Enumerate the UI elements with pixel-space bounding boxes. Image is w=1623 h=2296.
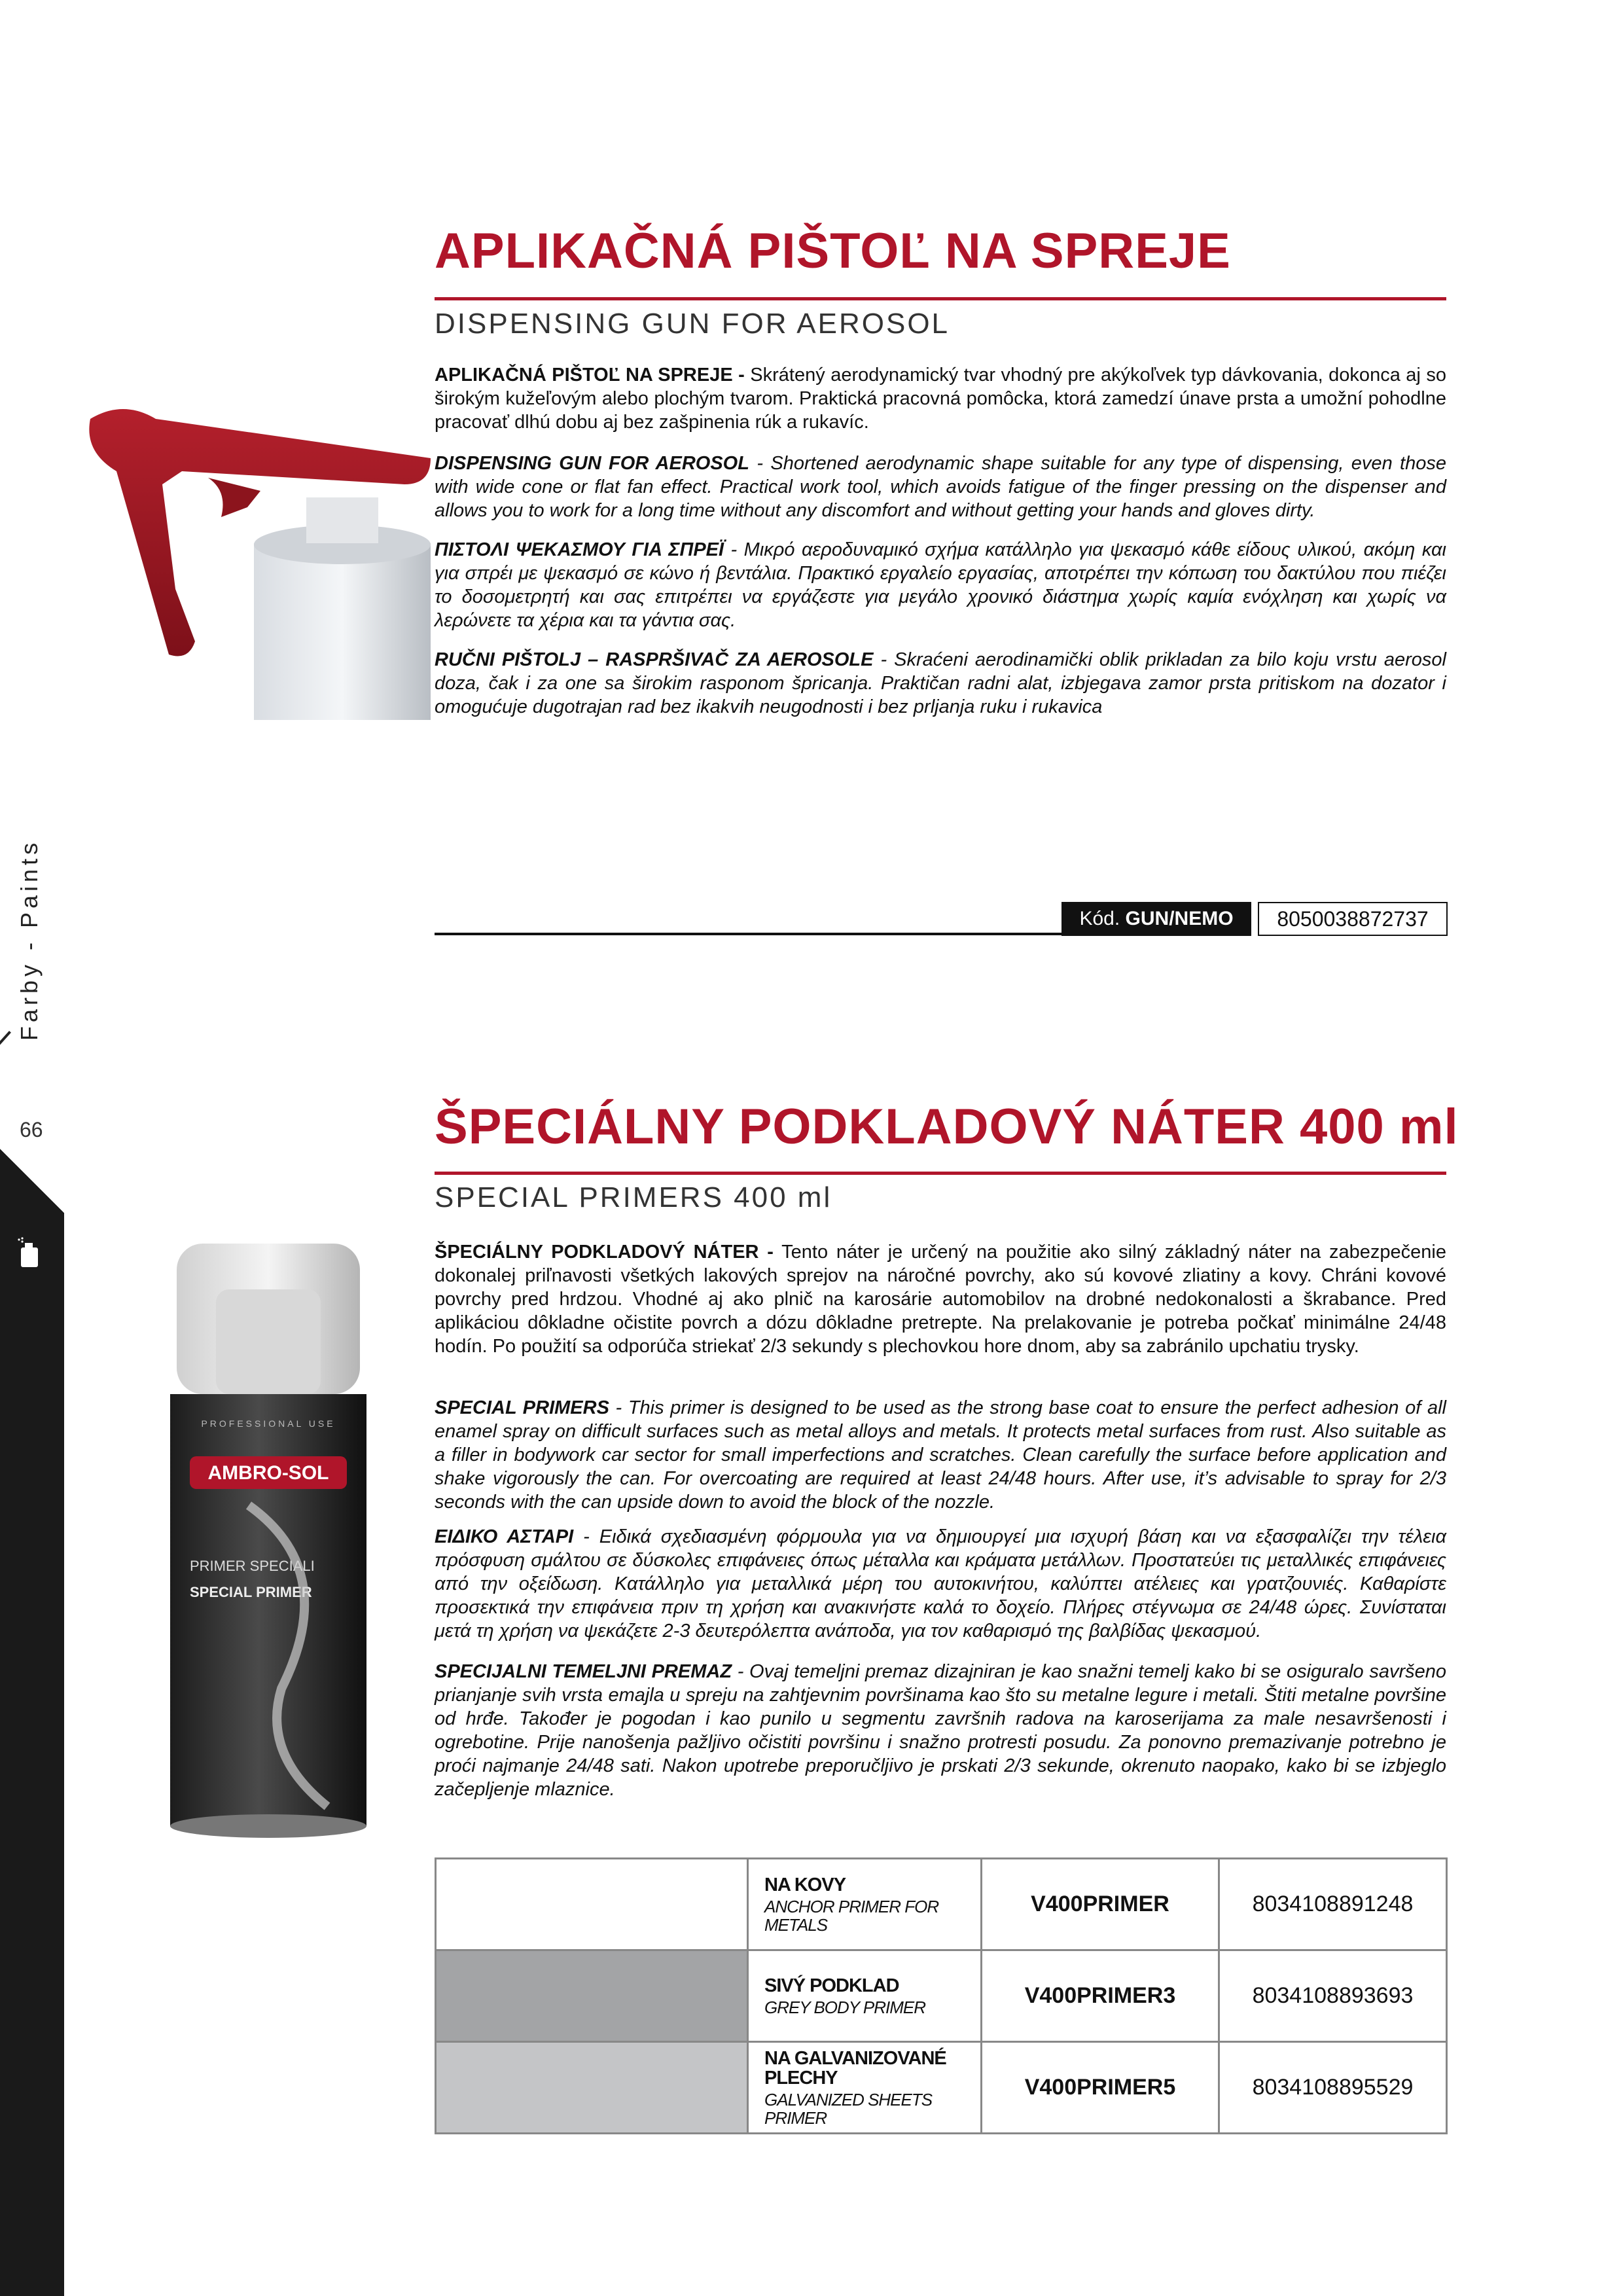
variant-name-en: GREY BODY PRIMER xyxy=(764,1997,925,2017)
product-2-desc-gr: ΕΙΔΙΚΟ ΑΣΤΑΡΙ - Ειδικά σχεδιασμένη φόρμουλα για να δημιουργεί μια ισχυρή βάση και να εξασφαλίζει την τέλεια πρόσφυση σμάλτου σε δύσκολες επιφάνειες όπως μέταλλα και κράματα μετάλλων. Προστατεύει τις μεταλλικές επιφάνειες από την οξείδωση. Κατάλληλο για μεταλλικά μέρη του αυτοκινήτου, καλύπτει ατέλειες και γρατζουνιές. Καθαρίστε προσεκτικά την επιφάνεια πριν τη χρήση και ανακινήστε καλά το δοχείο. Πλήρες στέγνωμα σε 24/48 ώρες. Συνίσταται μετά τη χρήση να ψεκάζετε 2-3 δευτερόλεπτα ανάποδα, για τον καθαρισμό της βαλβίδας ψεκασμού. xyxy=(435,1526,1446,1641)
can-line2-text: SPECIAL PRIMER xyxy=(190,1584,312,1600)
table-row xyxy=(436,1859,1447,1950)
sidebar-section-label: Farby - Paints xyxy=(16,838,43,1041)
can-tag-text: PROFESSIONAL USE xyxy=(201,1418,336,1429)
spray-can-icon xyxy=(17,1237,43,1268)
product-2-desc-sk: ŠPECIÁLNY PODKLADOVÝ NÁTER - Tento náter je určený na použitie ako silný základný náter na zabezpečenie dokonalej priľnavosti všetkých lakových sprejov na náročné povrchy, ako sú kovové zliatiny a kovy. Chráni kovové povrchy pred hrdzou. Vhodné aj ako plnič na karosárie automobilov na drobné nedokonalosti a škrabance. Pred aplikáciou dôkladne očistite povrch a dózu dôkladne pretrepte. Na prelakovanie je potreba počkať minimálne 24/48 hodín. Po použití sa odporúča striekať 2/3 sekundy s plechovkou hore dnom, aby sa zabránilo upchatiu trysky. xyxy=(435,1242,1446,1357)
product-2-desc-en: SPECIAL PRIMERS - This primer is designed to be used as the strong base coat to ensure the perfect adhesion of all enamel spray on difficult surfaces such as metal alloys and metals. It protects metal surfaces from rust. Also suitable as a filler in bodywork car sector for small imperfections and scratches. Clean carefully the surface before application and shake vigorously the can. For overcoating are required at least 24/48 hours. After use, it’s advisable to spray for 2/3 seconds with the can upside down to avoid the block of the nozzle. xyxy=(435,1397,1446,1513)
variants-table xyxy=(435,1857,1448,2134)
product-1-desc-hr: RUČNI PIŠTOLJ – RASPRŠIVAČ ZA AEROSOLE - Skraćeni aerodinamički oblik prikladan za bilo koju vrstu aerosol doza, čak i za one sa širokim rasponom špricanja. Praktičan radni alat, izbjegava zamor prsta pritiskom na dozator i omogućuje dugotrajan rad bez ikakvih neugodnosti i bez prljanja ruku i rukavica xyxy=(435,649,1446,717)
product-1-subtitle: DISPENSING GUN FOR AEROSOL xyxy=(435,308,950,340)
table-row xyxy=(436,2042,1447,2134)
sidebar-notch xyxy=(0,1149,64,1213)
variant-name: SIVÝ PODKLAD xyxy=(764,1975,899,1996)
variant-name: NA KOVY xyxy=(764,1874,846,1895)
dispensing-gun-image xyxy=(64,393,431,720)
color-swatch xyxy=(436,2042,748,2134)
product-1-desc-gr: ΠΙΣΤΟΛΙ ΨΕΚΑΣΜΟΥ ΓΙΑ ΣΠΡΕΪ - Μικρό αεροδυναμικό σχήμα κατάλληλο για ψεκασμό κάθε είδους υλικού, ακόμη και για σπρέι με ψεκασμό σε κώνο ή βεντάλια. Πρακτικό εργαλείο εργασίας, αποτρέπει την κόπωση του δακτύλου που πιέζει το δοσομετρητή και σας επιτρέπει να εργάζεστε για μεγάλο χρονικό διάστημα χωρίς καμία ενόχληση και χωρίς να λερώνετε τα χέρια και τα γάντια σας. xyxy=(435,539,1446,631)
variant-ean: 8034108895529 xyxy=(1219,2042,1447,2134)
variant-ean: 8034108891248 xyxy=(1219,1859,1447,1950)
product-1-desc-sk: APLIKAČNÁ PIŠTOĽ NA SPREJE - Skrátený aerodynamický tvar vhodný pre akýkoľvek typ dávkovania, dokonca aj so širokým kužeľovým alebo plochým tvarom. Praktická pracovná pomôcka, ktorá zamedzí únave prsta a umožní pohodlne pracovať dlhú dobu aj bez zašpinenia rúk a rukavíc. xyxy=(435,365,1446,433)
variant-name: NA GALVANIZOVANÉ PLECHY xyxy=(764,2047,946,2089)
variant-code: V400PRIMER xyxy=(982,1859,1219,1950)
variant-name-en: ANCHOR PRIMER FOR METALS xyxy=(764,1896,939,1935)
product-code-box: Kód. GUN/NEMO xyxy=(1061,902,1251,936)
variant-ean: 8034108893693 xyxy=(1219,1950,1447,2042)
sidebar-divider xyxy=(0,1031,11,1111)
sidebar-tab xyxy=(0,1149,64,2296)
product-ean-box: 8050038872737 xyxy=(1258,902,1448,936)
variant-name-en: GALVANIZED SHEETS PRIMER xyxy=(764,2089,933,2128)
page-number: 66 xyxy=(20,1118,43,1141)
variant-name-cell xyxy=(748,2042,982,2134)
product-2-desc-hr: SPECIJALNI TEMELJNI PREMAZ - Ovaj temeljni premaz dizajniran je kao snažni temelj kako bi se osiguralo savršeno prianjanje svih vrsta emajla u spreju na zahtjevnim površinama kao što su metalne legure i metali. Štiti metalne površine od hrđe. Također je pogodan i kao punilo u segmentu završnih radova na karoserijama za male nesavršenosti i ogrebotine. Prije nanošenja pažljivo očistiti površinu i snažno protresti posudu. Za ponovno premazivanje potrebno je proći najmanje 24/48 sati. Nakon upotrebe preporučljivo je prskati 2/3 sekunde, okrenuto naopako, kako bi se izbjeglo začepljenje mlaznice. xyxy=(435,1661,1446,1800)
variant-name-cell xyxy=(748,1859,982,1950)
spray-can-image xyxy=(170,1230,366,1839)
variant-code: V400PRIMER5 xyxy=(982,2042,1219,2134)
variant-code: V400PRIMER3 xyxy=(982,1950,1219,2042)
product-1-desc-en: DISPENSING GUN FOR AEROSOL - Shortened aerodynamic shape suitable for any type of dispensing, even those with wide cone or flat fan effect. Practical work tool, which avoids fatigue of the finger pressing on the dispenser and allows you to work for a long time without any discomfort and without getting your hands and gloves dirty. xyxy=(435,453,1447,521)
table-row xyxy=(436,1950,1447,2042)
code-underline xyxy=(435,933,1063,935)
product-1-title: APLIKAČNÁ PIŠTOĽ NA SPREJE xyxy=(435,223,1231,279)
variant-name-cell xyxy=(748,1950,982,2042)
product-2-title: ŠPECIÁLNY PODKLADOVÝ NÁTER 400 ml xyxy=(435,1099,1459,1155)
product-2-title-rule xyxy=(435,1172,1446,1175)
product-2-subtitle: SPECIAL PRIMERS 400 ml xyxy=(435,1181,832,1213)
color-swatch xyxy=(436,1950,748,2042)
product-1-title-rule xyxy=(435,297,1446,300)
can-brand-text: AMBRO-SOL xyxy=(207,1462,329,1484)
can-line1-text: PRIMER SPECIALI xyxy=(190,1558,315,1574)
color-swatch xyxy=(436,1859,748,1950)
